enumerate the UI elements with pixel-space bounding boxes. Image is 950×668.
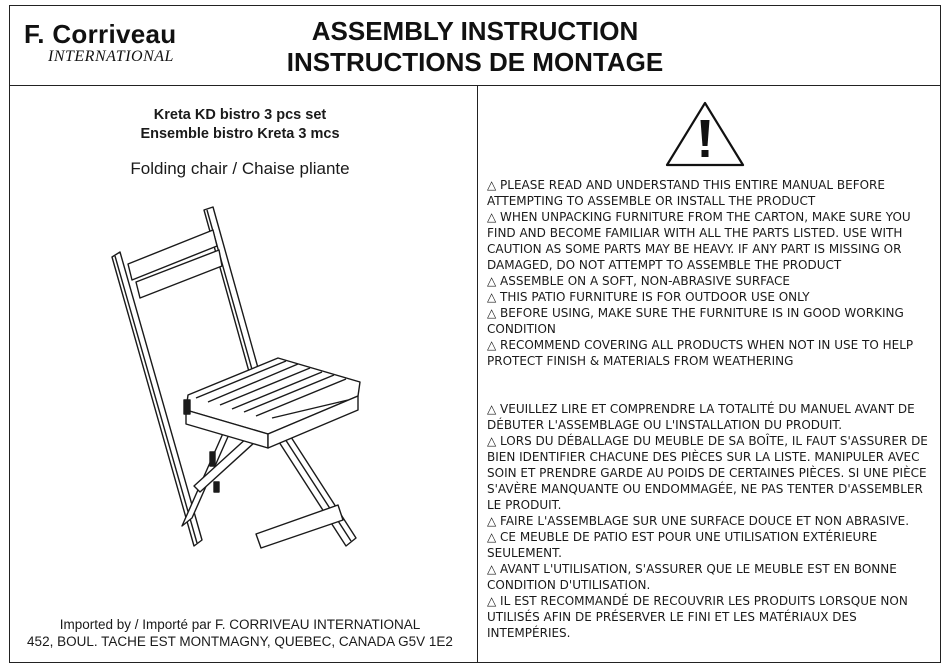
importer-address: 452, BOUL. TACHE EST MONTMAGNY, QUEBEC, CANADA G5V 1E2	[27, 634, 453, 649]
importer-info	[20, 616, 460, 650]
column-divider	[477, 85, 478, 663]
instruction-item: △ PLEASE READ AND UNDERSTAND THIS ENTIRE MANUAL BEFORE ATTEMPTING TO ASSEMBLE OR INSTALL THE PRODUCT	[487, 178, 885, 208]
instruction-item: △ LORS DU DÉBALLAGE DU MEUBLE DE SA BOÎTE, IL FAUT S'ASSURER DE BIEN IDENTIFIER CHACUNE DES PIÈCES SUR LA LISTE. MANIPULER AVEC SOIN ET PRENDRE GARDE AU POIDS DE CERTAINES PIÈCES. SI UNE PIÈCE S'AVÈRE MANQUANTE OU ENDOMMAGÉE, NE PAS TENTER D'ASSEMBLER LE PRODUIT.	[487, 434, 928, 512]
importer-line-1: Imported by / Importé par F. CORRIVEAU INTERNATIONAL	[59, 617, 421, 632]
instruction-item: △ THIS PATIO FURNITURE IS FOR OUTDOOR USE ONLY	[487, 290, 810, 304]
instruction-item: △ WHEN UNPACKING FURNITURE FROM THE CARTON, MAKE SURE YOU FIND AND BECOME FAMILIAR WITH ALL THE PARTS LISTED. USE WITH CAUTION AS SOME PARTS MAY BE HEAVY. IF ANY PART IS MISSING OR DAMAGED, DO NOT ATTEMPT TO ASSEMBLE THE PRODUCT	[487, 210, 911, 272]
instruction-item: △ ASSEMBLE ON A SOFT, NON-ABRASIVE SURFACE	[487, 274, 790, 288]
instruction-item: △ BEFORE USING, MAKE SURE THE FURNITURE IS IN GOOD WORKING CONDITION	[487, 306, 904, 336]
instruction-item: △ FAIRE L'ASSEMBLAGE SUR UNE SURFACE DOUCE ET NON ABRASIVE.	[487, 514, 910, 528]
safety-instructions-english	[487, 177, 932, 369]
product-type: Folding chair / Chaise pliante	[130, 159, 350, 178]
product-name-fr: Ensemble bistro Kreta 3 mcs	[140, 126, 340, 142]
title-english: ASSEMBLY INSTRUCTION	[311, 16, 639, 46]
brand-subtitle: INTERNATIONAL	[48, 48, 174, 65]
instruction-item: △ IL EST RECOMMANDÉ DE RECOUVRIR LES PRODUITS LORSQUE NON UTILISÉS AFIN DE PRÉSERVER LE FINI ET LES MATÉRIAUX DES INTEMPÉRIES.	[487, 594, 908, 640]
product-heading	[20, 106, 460, 180]
instruction-item: △ CE MEUBLE DE PATIO EST POUR UNE UTILISATION EXTÉRIEURE SEULEMENT.	[487, 530, 878, 560]
folding-chair-illustration	[100, 200, 370, 590]
brand-name: F. Corriveau	[24, 19, 177, 49]
header-divider	[9, 85, 941, 86]
instruction-item: △ RECOMMEND COVERING ALL PRODUCTS WHEN NOT IN USE TO HELP PROTECT FINISH & MATERIALS FROM WEATHERING	[487, 338, 914, 368]
product-name-en: Kreta KD bistro 3 pcs set	[153, 107, 327, 123]
brand-logo	[24, 20, 224, 66]
instruction-item: △ VEUILLEZ LIRE ET COMPRENDRE LA TOTALITÉ DU MANUEL AVANT DE DÉBUTER L'ASSEMBLAGE OU L'INSTALLATION DU PRODUIT.	[487, 402, 915, 432]
document-title	[250, 16, 700, 78]
title-french: INSTRUCTIONS DE MONTAGE	[286, 47, 664, 77]
instruction-item: △ AVANT L'UTILISATION, S'ASSURER QUE LE MEUBLE EST EN BONNE CONDITION D'UTILISATION.	[487, 562, 897, 592]
warning-triangle-icon	[664, 100, 746, 168]
safety-instructions-french	[487, 401, 932, 641]
